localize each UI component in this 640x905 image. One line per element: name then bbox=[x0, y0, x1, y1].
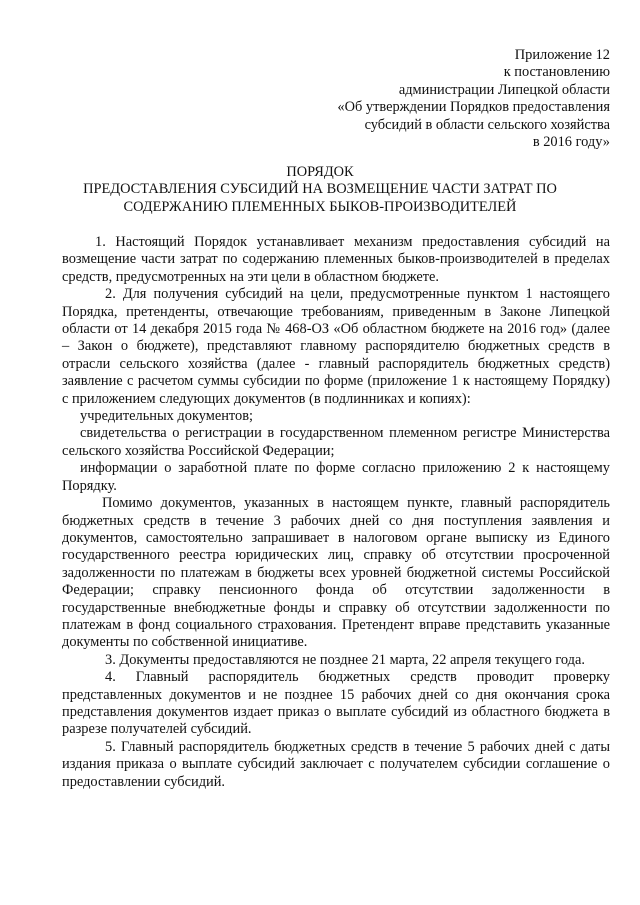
document-title: ПОРЯДОК bbox=[286, 164, 354, 180]
appendix-line: к постановлению bbox=[503, 64, 610, 81]
paragraph-1: 1. Настоящий Порядок устанавливает механизм предоставления субсидий на возмещение части затрат по содержанию племенных быков-производителей в пределах средств, предусмотренных на эти цели в областном бюджете. bbox=[62, 234, 610, 285]
appendix-line: субсидий в области сельского хозяйства bbox=[364, 116, 610, 133]
appendix-line: Приложение 12 bbox=[514, 47, 610, 63]
list-item-salary-info: информации о заработной плате по форме согласно приложению 2 к настоящему Порядку. bbox=[62, 460, 610, 494]
paragraph-additional-documents: Помимо документов, указанных в настоящем пункте, главный распорядитель бюджетных средств в течение 3 рабочих дней со дня поступления заявления и документов, самостоятельно запрашивает в налоговом органе выписку из Единого государственного реестра юридических лиц, справку об отсутствии просроченной задолженности по платежам в бюджеты всех уровней бюджетной системы Российской Федерации; справку пенсионного фонда об отсутствии задолженности в государственные внебюджетные фонды и справку об отсутствии задолженности по платежам в фонд социального страхования. Претендент вправе представить указанные документы по собственной инициативе. bbox=[62, 495, 610, 651]
appendix-line: администрации Липецкой области bbox=[398, 81, 610, 98]
list-item-charter-documents: учредительных документов; bbox=[80, 408, 254, 425]
appendix-block bbox=[337, 47, 610, 151]
appendix-line: «Об утверждении Порядков предоставления bbox=[337, 99, 610, 116]
paragraph-2: 2. Для получения субсидий на цели, предусмотренные пунктом 1 настоящего Порядка, претенденты, отвечающие требованиям, приведенным в Законе Липецкой области от 14 декабря 2015 года № 468-ОЗ «Об областном бюджете на 2016 год» (далее – Закон о бюджете), представляют главному распорядителю бюджетных средств в отрасли сельского хозяйства (далее - главный распорядитель бюджетных средств) заявление с расчетом суммы субсидии по форме (приложение 1 к настоящему Порядку) с приложением следующих документов (в подлинниках и копиях): bbox=[62, 286, 610, 407]
list-item-registry-certificate: свидетельства о регистрации в государственном племенном регистре Министерства сельского хозяйства Российской Федерации; bbox=[62, 425, 610, 459]
document-subtitle-line: ПРЕДОСТАВЛЕНИЯ СУБСИДИЙ НА ВОЗМЕЩЕНИЕ ЧАСТИ ЗАТРАТ ПО bbox=[83, 181, 557, 198]
appendix-line: в 2016 году» bbox=[532, 134, 610, 151]
document-heading bbox=[40, 164, 600, 216]
paragraph-3: 3. Документы предоставляются не позднее 21 марта, 22 апреля текущего года. bbox=[105, 651, 585, 668]
document-subtitle-line: СОДЕРЖАНИЮ ПЛЕМЕННЫХ БЫКОВ-ПРОИЗВОДИТЕЛЕЙ bbox=[123, 198, 517, 215]
document-body bbox=[62, 234, 610, 791]
paragraph-4: 4. Главный распорядитель бюджетных средств проводит проверку представленных документов и не позднее 15 рабочих дней со дня окончания срока представления документов издает приказ о выплате субсидий из областного бюджета в разрезе получателей субсидий. bbox=[62, 669, 610, 738]
paragraph-5: 5. Главный распорядитель бюджетных средств в течение 5 рабочих дней с даты издания приказа о выплате субсидий заключает с получателем субсидии соглашение о предоставлении субсидий. bbox=[62, 738, 610, 790]
